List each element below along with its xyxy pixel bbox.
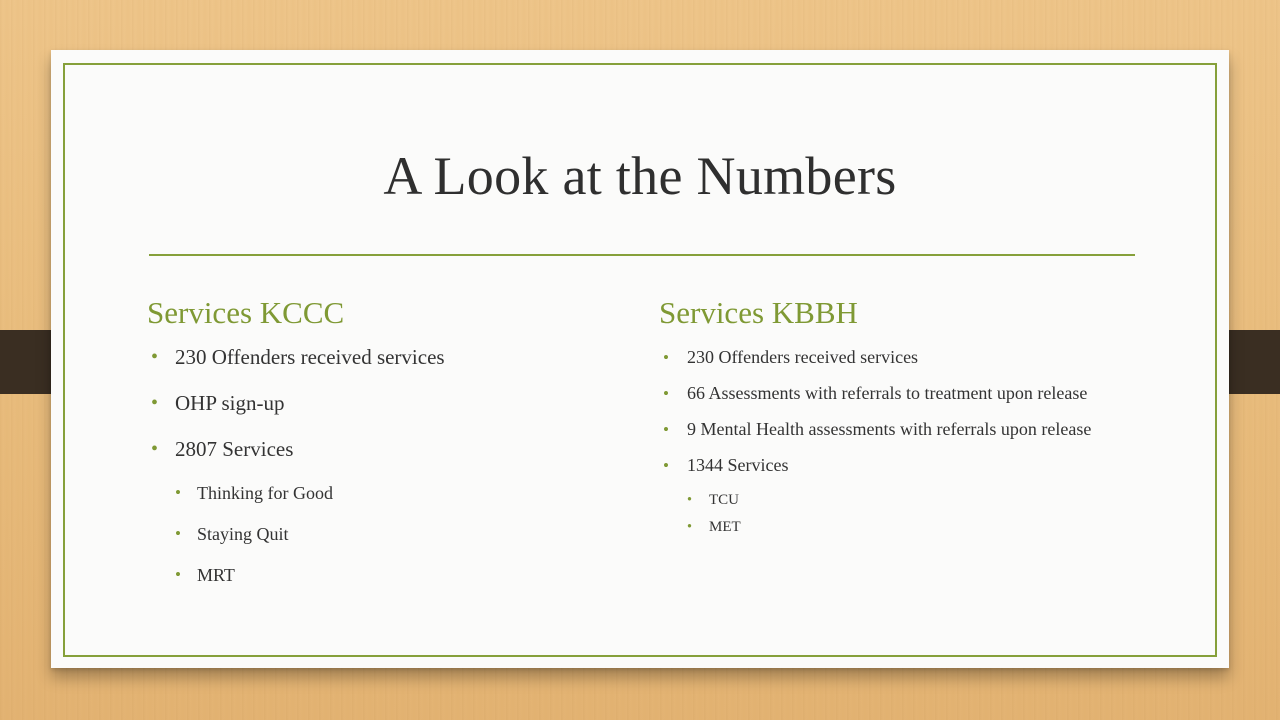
right-bullet-item: • 9 Mental Health assessments with referrals upon release	[687, 419, 1119, 440]
right-column	[659, 295, 1119, 545]
left-bullet-item: • 2807 Services	[175, 436, 627, 462]
slide-title: A Look at the Numbers	[383, 146, 897, 206]
right-sub-bullet-item: • MET	[709, 518, 1119, 536]
title-divider	[149, 254, 1135, 256]
left-sub-bullet-item: • MRT	[197, 564, 627, 586]
left-sub-bullet-item: • Staying Quit	[197, 523, 627, 545]
slide-paper	[51, 50, 1229, 668]
right-sub-bullet-item: • TCU	[709, 491, 1119, 509]
left-bullet-item: • 230 Offenders received services	[175, 344, 627, 370]
left-sub-bullet-list	[147, 482, 627, 586]
left-bullet-list	[147, 344, 627, 462]
left-sub-bullet-item: • Thinking for Good	[197, 482, 627, 504]
right-bullet-item: • 66 Assessments with referrals to treatment upon release	[687, 383, 1119, 404]
right-bullet-item: • 230 Offenders received services	[687, 347, 1119, 368]
right-bullet-list	[659, 347, 1119, 476]
right-bullet-item: • 1344 Services	[687, 455, 1119, 476]
left-column	[147, 295, 627, 605]
right-column-heading: Services KBBH	[659, 295, 858, 330]
left-column-heading: Services KCCC	[147, 295, 345, 330]
left-bullet-item: • OHP sign-up	[175, 390, 627, 416]
right-sub-bullet-list	[659, 491, 1119, 536]
